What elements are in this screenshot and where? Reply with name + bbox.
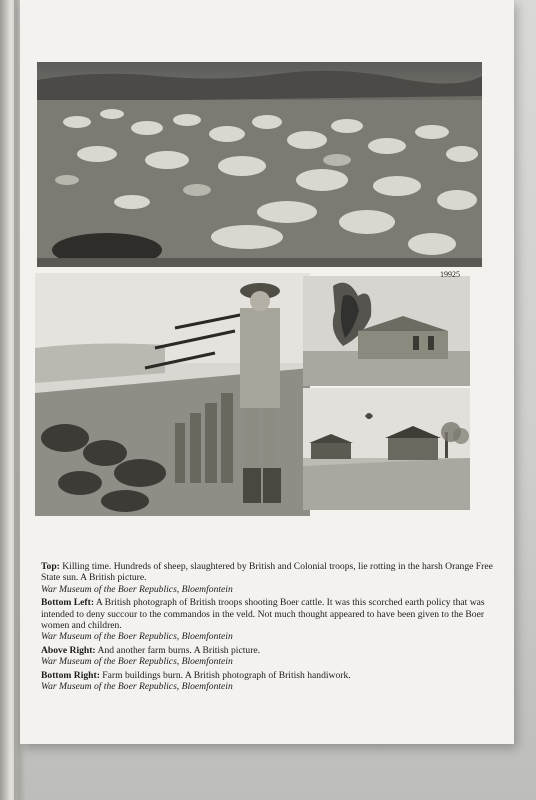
caption-bottom-right — [41, 670, 496, 693]
captions — [41, 561, 496, 694]
book-page — [20, 0, 514, 744]
farm-buildings-illustration — [303, 388, 470, 510]
top-photo-sheep — [37, 62, 482, 267]
caption-text: A British photograph of British troops shooting Boer cattle. It was this scorched earth policy that was intended to deny succour to the commandos in the veld. Not much thought appeared to have been given to the Boer women and children. — [41, 597, 485, 632]
caption-label: Bottom Left: — [41, 597, 95, 609]
bottom-left-photo-soldiers — [35, 273, 310, 516]
caption-credit: War Museum of the Boer Republics, Bloemfontein — [41, 681, 233, 693]
caption-top — [41, 561, 496, 595]
soldiers-shooting-illustration — [35, 273, 310, 516]
caption-credit: War Museum of the Boer Republics, Bloemfontein — [41, 583, 233, 595]
caption-credit: War Museum of the Boer Republics, Bloemfontein — [41, 656, 233, 668]
above-right-photo-farm-burning — [303, 276, 470, 386]
caption-text: Farm buildings burn. A British photograph of British handiwork. — [99, 669, 351, 681]
photo-archive-number: 19925 — [440, 270, 460, 279]
caption-credit: War Museum of the Boer Republics, Bloemfontein — [41, 631, 233, 643]
caption-above-right — [41, 645, 496, 668]
farm-burning-illustration — [303, 276, 470, 386]
caption-text: And another farm burns. A British picture. — [95, 644, 261, 656]
caption-label: Bottom Right: — [41, 669, 100, 681]
caption-bottom-left — [41, 597, 496, 643]
caption-text: Killing time. Hundreds of sheep, slaughtered by British and Colonial troops, lie rotting in the harsh Orange Free State sun. A British picture. — [41, 561, 493, 584]
bottom-right-photo-farm-buildings — [303, 388, 470, 510]
caption-label: Top: — [41, 561, 60, 572]
sheep-field-illustration — [37, 62, 482, 267]
caption-label: Above Right: — [41, 644, 96, 656]
